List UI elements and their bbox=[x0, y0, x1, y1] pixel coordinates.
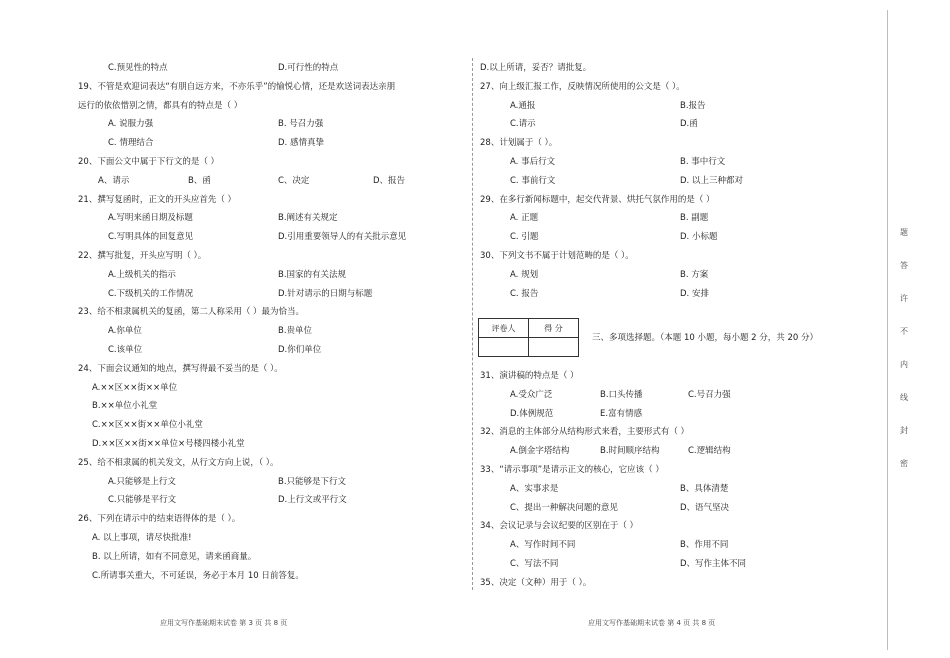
option: B.贵单位 bbox=[278, 326, 313, 337]
seal-char: 题 bbox=[900, 228, 908, 237]
option: C. 引题 bbox=[510, 232, 539, 243]
question-line: 32、消息的主体部分从结构形式来看，主要形式有（ ） bbox=[480, 427, 690, 438]
question-line: 19、不管是欢迎词表达“有朋自远方来，不亦乐乎”的愉悦心情，还是欢送词表达亲朋 bbox=[78, 81, 396, 92]
option: B、作用不同 bbox=[680, 540, 729, 551]
question-line: 31、演讲稿的特点是（ ） bbox=[480, 371, 579, 381]
option: D.你们单位 bbox=[278, 345, 322, 355]
option: C.预见性的特点 bbox=[108, 63, 168, 73]
option: B.时间顺序结构 bbox=[600, 446, 660, 457]
seal-char: 密 bbox=[900, 459, 908, 468]
question-line: 34、会议记录与会议纪要的区别在于（ ） bbox=[480, 521, 639, 532]
option: C、决定 bbox=[278, 175, 310, 186]
seal-char: 许 bbox=[900, 294, 908, 303]
option-line: B. 以上所请，如有不同意见，请来函商量。 bbox=[92, 551, 257, 562]
option: C.逻辑结构 bbox=[688, 446, 731, 457]
option: A.写明来函日期及标题 bbox=[108, 213, 193, 224]
question-line: 远行的依依惜别之情，都具有的特点是（ ） bbox=[78, 100, 243, 111]
seal-line bbox=[887, 10, 888, 650]
option: C.写明具体的回复意见 bbox=[108, 232, 194, 243]
option: A. 说服力强 bbox=[108, 119, 154, 130]
option: D.函 bbox=[680, 119, 698, 130]
seal-char: 内 bbox=[900, 360, 908, 369]
option: A.通报 bbox=[510, 100, 536, 111]
question-line: 25、给不相隶属的机关发文，从行文方向上说，（ ）。 bbox=[78, 457, 279, 468]
option: B.口头传播 bbox=[600, 389, 643, 400]
option: D. 安排 bbox=[680, 288, 709, 299]
seal-char: 不 bbox=[900, 327, 908, 336]
option: B. 事中行文 bbox=[680, 157, 726, 167]
option: D. 小标题 bbox=[680, 232, 718, 243]
section-title: 三、多项选择题。（本题 10 小题，每小题 2 分，共 20 分） bbox=[592, 333, 819, 343]
option: B. 号召力强 bbox=[278, 119, 324, 130]
option-line: B.××单位小礼堂 bbox=[92, 401, 158, 412]
question-line: 29、在多行新闻标题中，起交代背景、烘托气氛作用的是（ ） bbox=[480, 194, 715, 205]
option: B. 方案 bbox=[680, 269, 709, 280]
option: A、请示 bbox=[98, 175, 130, 186]
option: C.号召力强 bbox=[688, 389, 731, 400]
option: B.只能够是下行文 bbox=[278, 476, 347, 487]
option: A、实事求是 bbox=[510, 483, 559, 494]
option-line: D.××区××街××单位×号楼四楼小礼堂 bbox=[92, 439, 245, 449]
question-line: 21、撰写复函时，正文的开头应首先（ ） bbox=[78, 194, 237, 205]
option: C、写法不同 bbox=[510, 559, 559, 569]
option: D、报告 bbox=[373, 175, 406, 186]
option: B.报告 bbox=[680, 100, 706, 111]
question-line: 27、向上级汇报工作，反映情况所使用的公文是（ ）。 bbox=[480, 81, 685, 92]
seal-char: 答 bbox=[900, 261, 908, 270]
right-footer: 应用文写作基础期末试卷 第 4 页 共 8 页 bbox=[588, 619, 716, 627]
score-cell bbox=[529, 338, 579, 357]
question-line: 22、撰写批复，开头应写明（ ）。 bbox=[78, 251, 207, 261]
question-line: 35、决定（文种）用于（ ）。 bbox=[480, 577, 592, 588]
option: D.引用重要领导人的有关批示意见 bbox=[278, 232, 407, 243]
option: D. 感情真挚 bbox=[278, 138, 324, 149]
option: A.你单位 bbox=[108, 326, 142, 337]
option: D.针对请示的日期与标题 bbox=[278, 288, 373, 299]
option: C、提出一种解决问题的意见 bbox=[510, 502, 618, 513]
left-footer: 应用文写作基础期末试卷 第 3 页 共 8 页 bbox=[160, 619, 288, 627]
option: D.可行性的特点 bbox=[278, 63, 339, 73]
option: E.富有情感 bbox=[600, 408, 643, 419]
question-line: 26、下列在请示中的结束语得体的是（ ）。 bbox=[78, 514, 241, 525]
seal-char: 线 bbox=[900, 393, 908, 402]
option: C. 事前行文 bbox=[510, 175, 556, 186]
grader-label: 评卷人 bbox=[479, 319, 529, 338]
question-line: D.以上所请，妥否？请批复。 bbox=[480, 63, 592, 73]
option: D.体例规范 bbox=[510, 408, 554, 419]
option: B、函 bbox=[188, 175, 211, 186]
option: A.上级机关的指示 bbox=[108, 269, 176, 280]
option-line: C.××区××街××单位小礼堂 bbox=[92, 420, 203, 431]
question-line: 24、下面会议通知的地点，撰写得最不妥当的是（ ）。 bbox=[78, 363, 283, 374]
question-line: 23、给不相隶属机关的复函，第二人称采用（ ）最为恰当。 bbox=[78, 307, 305, 318]
option: A.只能够是上行文 bbox=[108, 476, 176, 487]
option: C.请示 bbox=[510, 119, 536, 130]
question-line: 33、“请示事项”是请示正文的核心，它应该（ ） bbox=[480, 465, 664, 475]
option: C. 情理结合 bbox=[108, 138, 154, 149]
option: C.该单位 bbox=[108, 345, 143, 355]
page-divider bbox=[472, 58, 473, 590]
question-line: 30、下列文书不属于计划范畴的是（ ）。 bbox=[480, 251, 634, 261]
option: A、写作时间不同 bbox=[510, 540, 576, 551]
score-table bbox=[478, 318, 579, 357]
option: A. 事后行文 bbox=[510, 157, 556, 167]
question-line: 28、计划属于（ ）。 bbox=[480, 138, 558, 149]
option: A. 规划 bbox=[510, 269, 539, 280]
option: A. 正题 bbox=[510, 213, 539, 224]
option: B、具体清楚 bbox=[680, 483, 729, 494]
option-line: C.所请事关重大，不可延误，务必于本月 10 日前答复。 bbox=[92, 570, 304, 581]
option: D、语气坚决 bbox=[680, 502, 730, 513]
option: B.阐述有关规定 bbox=[278, 213, 338, 224]
option: C.下级机关的工作情况 bbox=[108, 288, 194, 299]
option: A.倒金字塔结构 bbox=[510, 446, 570, 457]
grader-cell bbox=[479, 338, 529, 357]
question-line: 20、下面公文中属于下行文的是（ ） bbox=[78, 157, 220, 167]
score-label: 得 分 bbox=[529, 319, 579, 338]
option: B. 副题 bbox=[680, 213, 709, 224]
option-line: A. 以上事项，请尽快批准! bbox=[92, 533, 192, 543]
option: D、写作主体不同 bbox=[680, 559, 747, 569]
option: B.国家的有关法规 bbox=[278, 269, 347, 280]
option: C.只能够是平行文 bbox=[108, 495, 177, 506]
option: D. 以上三种都对 bbox=[680, 175, 743, 186]
option: A.受众广泛 bbox=[510, 389, 553, 400]
option: C. 报告 bbox=[510, 288, 539, 299]
option: D.上行文或平行文 bbox=[278, 495, 347, 506]
seal-char: 封 bbox=[900, 426, 908, 435]
option-line: A.××区××街××单位 bbox=[92, 382, 178, 393]
